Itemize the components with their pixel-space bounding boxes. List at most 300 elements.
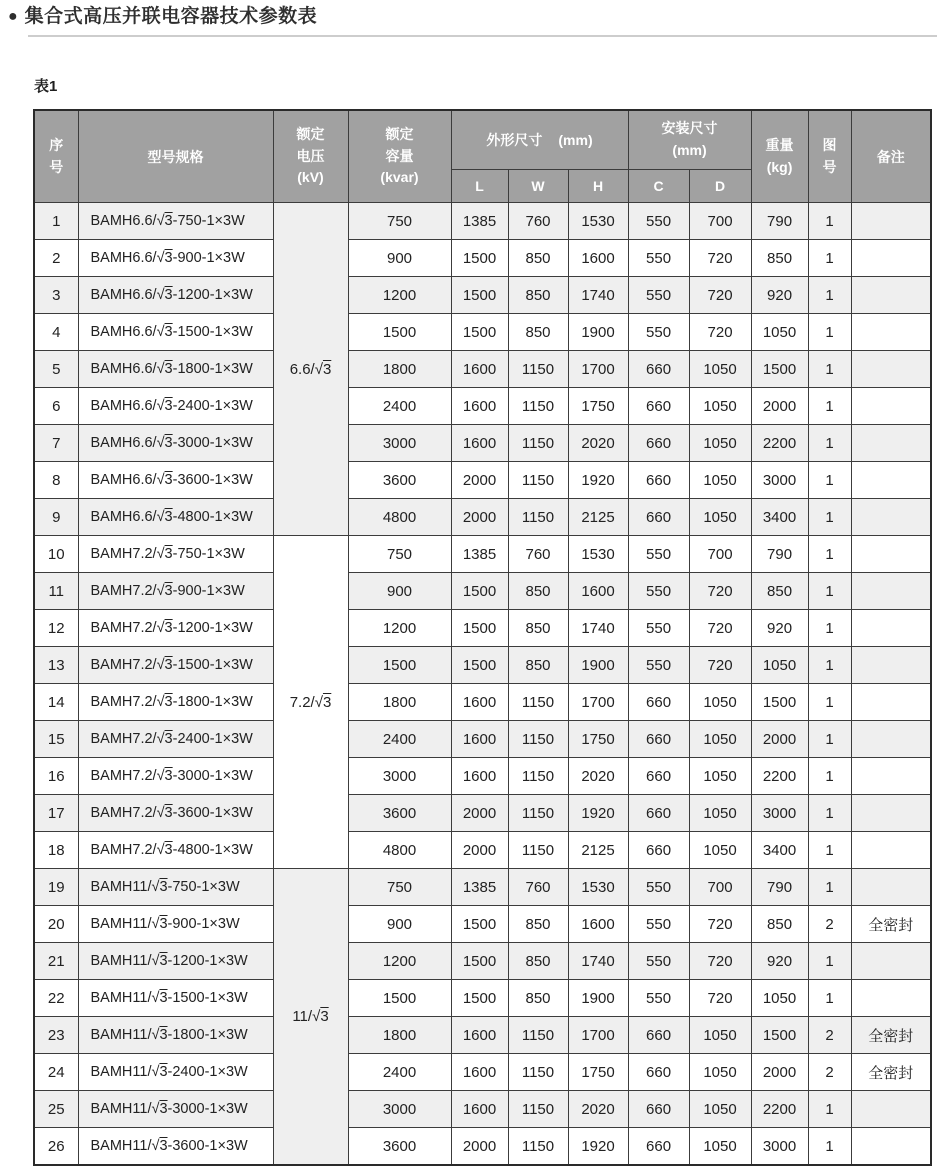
col-header-weight-line1: 重量 <box>765 136 794 153</box>
model-cell: BAMH11/√3-2400-1×3W <box>78 1054 273 1091</box>
model-cell: BAMH11/√3-3600-1×3W <box>78 1128 273 1166</box>
col-header-remark: 备注 <box>851 110 931 203</box>
fig-cell: 1 <box>808 425 851 462</box>
W-cell: 850 <box>508 647 568 684</box>
L-cell: 2000 <box>451 462 508 499</box>
col-header-figure-line2: 号 <box>822 158 837 175</box>
remark-cell <box>851 943 931 980</box>
C-cell: 660 <box>628 1128 689 1166</box>
C-cell: 550 <box>628 943 689 980</box>
table-row <box>34 1091 931 1128</box>
H-cell: 1530 <box>568 203 628 240</box>
capacity-cell: 3600 <box>348 1128 451 1166</box>
seq-cell: 18 <box>34 832 78 869</box>
table-body <box>34 203 931 1166</box>
D-cell: 720 <box>689 610 751 647</box>
weight-cell: 1050 <box>751 314 808 351</box>
H-cell: 1700 <box>568 684 628 721</box>
weight-cell: 3400 <box>751 499 808 536</box>
seq-cell: 17 <box>34 795 78 832</box>
W-cell: 850 <box>508 943 568 980</box>
W-cell: 850 <box>508 240 568 277</box>
fig-cell: 1 <box>808 240 851 277</box>
C-cell: 550 <box>628 980 689 1017</box>
weight-cell: 2000 <box>751 721 808 758</box>
seq-cell: 11 <box>34 573 78 610</box>
L-cell: 1500 <box>451 573 508 610</box>
remark-cell <box>851 684 931 721</box>
col-header-outline-dims <box>451 110 628 170</box>
seq-cell: 21 <box>34 943 78 980</box>
capacity-cell: 4800 <box>348 832 451 869</box>
model-cell: BAMH11/√3-750-1×3W <box>78 869 273 906</box>
fig-cell: 1 <box>808 1128 851 1166</box>
col-header-weight <box>751 110 808 203</box>
col-header-model: 型号规格 <box>78 110 273 203</box>
C-cell: 660 <box>628 425 689 462</box>
capacity-cell: 900 <box>348 573 451 610</box>
seq-cell: 12 <box>34 610 78 647</box>
model-cell: BAMH7.2/√3-3000-1×3W <box>78 758 273 795</box>
L-cell: 1600 <box>451 351 508 388</box>
D-cell: 1050 <box>689 462 751 499</box>
capacity-cell: 3000 <box>348 758 451 795</box>
D-cell: 700 <box>689 869 751 906</box>
col-header-voltage <box>273 110 348 203</box>
capacity-cell: 750 <box>348 536 451 573</box>
remark-cell: 全密封 <box>851 1017 931 1054</box>
H-cell: 1700 <box>568 1017 628 1054</box>
H-cell: 1750 <box>568 1054 628 1091</box>
seq-cell: 25 <box>34 1091 78 1128</box>
remark-cell <box>851 869 931 906</box>
weight-cell: 790 <box>751 869 808 906</box>
H-cell: 2020 <box>568 758 628 795</box>
col-header-figure-line1: 图 <box>822 136 837 153</box>
seq-cell: 22 <box>34 980 78 1017</box>
H-cell: 1530 <box>568 869 628 906</box>
weight-cell: 920 <box>751 943 808 980</box>
C-cell: 550 <box>628 277 689 314</box>
W-cell: 1150 <box>508 1128 568 1166</box>
remark-cell <box>851 758 931 795</box>
D-cell: 1050 <box>689 758 751 795</box>
fig-cell: 1 <box>808 610 851 647</box>
W-cell: 1150 <box>508 758 568 795</box>
W-cell: 1150 <box>508 1054 568 1091</box>
seq-cell: 1 <box>34 203 78 240</box>
H-cell: 1920 <box>568 1128 628 1166</box>
C-cell: 660 <box>628 1054 689 1091</box>
D-cell: 720 <box>689 906 751 943</box>
L-cell: 1500 <box>451 943 508 980</box>
table-row <box>34 425 931 462</box>
D-cell: 720 <box>689 240 751 277</box>
W-cell: 850 <box>508 277 568 314</box>
table-row <box>34 499 931 536</box>
table-row <box>34 536 931 573</box>
seq-cell: 16 <box>34 758 78 795</box>
fig-cell: 1 <box>808 1091 851 1128</box>
H-cell: 1740 <box>568 610 628 647</box>
seq-cell: 2 <box>34 240 78 277</box>
H-cell: 1740 <box>568 943 628 980</box>
seq-cell: 4 <box>34 314 78 351</box>
model-cell: BAMH6.6/√3-900-1×3W <box>78 240 273 277</box>
seq-cell: 3 <box>34 277 78 314</box>
weight-cell: 2200 <box>751 758 808 795</box>
remark-cell <box>851 795 931 832</box>
W-cell: 1150 <box>508 721 568 758</box>
capacity-cell: 4800 <box>348 499 451 536</box>
remark-cell <box>851 980 931 1017</box>
L-cell: 2000 <box>451 832 508 869</box>
seq-cell: 15 <box>34 721 78 758</box>
title-divider <box>28 35 937 37</box>
C-cell: 660 <box>628 1091 689 1128</box>
W-cell: 1150 <box>508 388 568 425</box>
col-header-weight-unit: (kg) <box>766 158 793 175</box>
W-cell: 850 <box>508 906 568 943</box>
col-header-L: L <box>451 170 508 203</box>
voltage-cell: 7.2/√3 <box>273 536 348 869</box>
model-cell: BAMH7.2/√3-1800-1×3W <box>78 684 273 721</box>
remark-cell <box>851 536 931 573</box>
C-cell: 550 <box>628 573 689 610</box>
model-cell: BAMH6.6/√3-1500-1×3W <box>78 314 273 351</box>
D-cell: 720 <box>689 980 751 1017</box>
table-row <box>34 462 931 499</box>
seq-cell: 20 <box>34 906 78 943</box>
C-cell: 660 <box>628 795 689 832</box>
L-cell: 2000 <box>451 499 508 536</box>
D-cell: 720 <box>689 573 751 610</box>
H-cell: 1900 <box>568 980 628 1017</box>
D-cell: 1050 <box>689 832 751 869</box>
seq-cell: 5 <box>34 351 78 388</box>
capacity-cell: 3600 <box>348 462 451 499</box>
capacity-cell: 900 <box>348 906 451 943</box>
model-cell: BAMH6.6/√3-1200-1×3W <box>78 277 273 314</box>
model-cell: BAMH6.6/√3-3000-1×3W <box>78 425 273 462</box>
H-cell: 1750 <box>568 388 628 425</box>
L-cell: 1500 <box>451 314 508 351</box>
L-cell: 1385 <box>451 869 508 906</box>
capacity-cell: 1800 <box>348 1017 451 1054</box>
capacity-cell: 1800 <box>348 684 451 721</box>
weight-cell: 850 <box>751 573 808 610</box>
table-row <box>34 647 931 684</box>
table-row <box>34 1017 931 1054</box>
table-row <box>34 980 931 1017</box>
C-cell: 550 <box>628 869 689 906</box>
weight-cell: 1500 <box>751 1017 808 1054</box>
col-header-capacity-line1: 额定 <box>385 126 414 143</box>
H-cell: 1600 <box>568 240 628 277</box>
seq-cell: 23 <box>34 1017 78 1054</box>
D-cell: 720 <box>689 314 751 351</box>
fig-cell: 1 <box>808 388 851 425</box>
capacity-cell: 1500 <box>348 647 451 684</box>
L-cell: 1600 <box>451 721 508 758</box>
D-cell: 720 <box>689 277 751 314</box>
col-header-capacity-line2: 容量 <box>385 147 414 164</box>
seq-cell: 14 <box>34 684 78 721</box>
fig-cell: 1 <box>808 980 851 1017</box>
L-cell: 1500 <box>451 277 508 314</box>
table-label: 表1 <box>34 77 58 95</box>
C-cell: 660 <box>628 388 689 425</box>
W-cell: 760 <box>508 869 568 906</box>
capacity-cell: 1200 <box>348 943 451 980</box>
weight-cell: 790 <box>751 536 808 573</box>
H-cell: 1750 <box>568 721 628 758</box>
model-cell: BAMH7.2/√3-1500-1×3W <box>78 647 273 684</box>
C-cell: 550 <box>628 647 689 684</box>
weight-cell: 2000 <box>751 388 808 425</box>
W-cell: 1150 <box>508 1091 568 1128</box>
table-row <box>34 906 931 943</box>
C-cell: 550 <box>628 314 689 351</box>
remark-cell <box>851 240 931 277</box>
weight-cell: 2200 <box>751 1091 808 1128</box>
model-cell: BAMH7.2/√3-4800-1×3W <box>78 832 273 869</box>
L-cell: 1600 <box>451 388 508 425</box>
table-row <box>34 758 931 795</box>
weight-cell: 1050 <box>751 980 808 1017</box>
W-cell: 1150 <box>508 462 568 499</box>
C-cell: 660 <box>628 684 689 721</box>
L-cell: 1600 <box>451 758 508 795</box>
model-cell: BAMH7.2/√3-2400-1×3W <box>78 721 273 758</box>
weight-cell: 3400 <box>751 832 808 869</box>
table-row <box>34 277 931 314</box>
H-cell: 2125 <box>568 832 628 869</box>
H-cell: 1900 <box>568 314 628 351</box>
L-cell: 1500 <box>451 906 508 943</box>
col-header-voltage-unit: (kV) <box>297 169 324 186</box>
fig-cell: 1 <box>808 462 851 499</box>
model-cell: BAMH11/√3-1200-1×3W <box>78 943 273 980</box>
col-header-mount-dims <box>628 110 751 170</box>
D-cell: 1050 <box>689 425 751 462</box>
col-header-seq-line1: 序 <box>49 136 64 153</box>
capacity-cell: 2400 <box>348 1054 451 1091</box>
D-cell: 720 <box>689 943 751 980</box>
W-cell: 1150 <box>508 425 568 462</box>
model-cell: BAMH11/√3-1800-1×3W <box>78 1017 273 1054</box>
fig-cell: 1 <box>808 684 851 721</box>
H-cell: 1740 <box>568 277 628 314</box>
H-cell: 2020 <box>568 1091 628 1128</box>
model-cell: BAMH7.2/√3-1200-1×3W <box>78 610 273 647</box>
remark-cell <box>851 647 931 684</box>
capacity-cell: 2400 <box>348 388 451 425</box>
fig-cell: 2 <box>808 1017 851 1054</box>
D-cell: 1050 <box>689 351 751 388</box>
outline-dims-unit: (mm) <box>558 132 593 149</box>
table-row <box>34 869 931 906</box>
doc-title <box>0 0 950 29</box>
D-cell: 1050 <box>689 1054 751 1091</box>
W-cell: 1150 <box>508 684 568 721</box>
fig-cell: 1 <box>808 832 851 869</box>
fig-cell: 1 <box>808 277 851 314</box>
D-cell: 1050 <box>689 499 751 536</box>
L-cell: 1600 <box>451 684 508 721</box>
C-cell: 550 <box>628 610 689 647</box>
C-cell: 550 <box>628 203 689 240</box>
weight-cell: 3000 <box>751 1128 808 1166</box>
model-cell: BAMH6.6/√3-4800-1×3W <box>78 499 273 536</box>
D-cell: 1050 <box>689 795 751 832</box>
remark-cell <box>851 425 931 462</box>
model-cell: BAMH7.2/√3-900-1×3W <box>78 573 273 610</box>
seq-cell: 6 <box>34 388 78 425</box>
col-header-D: D <box>689 170 751 203</box>
remark-cell <box>851 351 931 388</box>
seq-cell: 19 <box>34 869 78 906</box>
table-row <box>34 1054 931 1091</box>
weight-cell: 3000 <box>751 462 808 499</box>
remark-cell <box>851 721 931 758</box>
remark-cell <box>851 832 931 869</box>
outline-dims-label: 外形尺寸 <box>486 132 543 149</box>
table-row <box>34 795 931 832</box>
model-cell: BAMH6.6/√3-1800-1×3W <box>78 351 273 388</box>
L-cell: 1500 <box>451 980 508 1017</box>
C-cell: 660 <box>628 758 689 795</box>
L-cell: 1500 <box>451 610 508 647</box>
table-row <box>34 203 931 240</box>
H-cell: 2125 <box>568 499 628 536</box>
seq-cell: 24 <box>34 1054 78 1091</box>
col-header-capacity-unit: (kvar) <box>380 169 419 186</box>
remark-cell <box>851 388 931 425</box>
remark-cell <box>851 573 931 610</box>
table-row <box>34 314 931 351</box>
C-cell: 660 <box>628 499 689 536</box>
capacity-cell: 900 <box>348 240 451 277</box>
col-header-figure <box>808 110 851 203</box>
col-header-seq-line2: 号 <box>49 158 64 175</box>
model-cell: BAMH11/√3-3000-1×3W <box>78 1091 273 1128</box>
fig-cell: 1 <box>808 573 851 610</box>
H-cell: 1700 <box>568 351 628 388</box>
fig-cell: 1 <box>808 351 851 388</box>
bullet-icon: ● <box>8 8 18 26</box>
fig-cell: 1 <box>808 943 851 980</box>
W-cell: 1150 <box>508 499 568 536</box>
table-row <box>34 573 931 610</box>
col-header-seq <box>34 110 78 203</box>
D-cell: 1050 <box>689 1091 751 1128</box>
H-cell: 1530 <box>568 536 628 573</box>
weight-cell: 920 <box>751 610 808 647</box>
col-header-C: C <box>628 170 689 203</box>
col-header-voltage-line1: 额定 <box>296 126 325 143</box>
weight-cell: 1050 <box>751 647 808 684</box>
table-row <box>34 684 931 721</box>
model-cell: BAMH7.2/√3-750-1×3W <box>78 536 273 573</box>
capacity-cell: 1500 <box>348 980 451 1017</box>
W-cell: 850 <box>508 573 568 610</box>
seq-cell: 10 <box>34 536 78 573</box>
weight-cell: 1500 <box>751 351 808 388</box>
W-cell: 850 <box>508 610 568 647</box>
weight-cell: 790 <box>751 203 808 240</box>
H-cell: 1600 <box>568 573 628 610</box>
H-cell: 1900 <box>568 647 628 684</box>
remark-cell <box>851 499 931 536</box>
W-cell: 760 <box>508 536 568 573</box>
L-cell: 1500 <box>451 240 508 277</box>
capacity-cell: 2400 <box>348 721 451 758</box>
capacity-cell: 1800 <box>348 351 451 388</box>
H-cell: 1920 <box>568 462 628 499</box>
col-header-voltage-line2: 电压 <box>296 147 325 164</box>
table-row <box>34 832 931 869</box>
col-header-capacity <box>348 110 451 203</box>
remark-cell: 全密封 <box>851 1054 931 1091</box>
col-header-H: H <box>568 170 628 203</box>
remark-cell <box>851 203 931 240</box>
capacity-cell: 1200 <box>348 610 451 647</box>
weight-cell: 2000 <box>751 1054 808 1091</box>
C-cell: 550 <box>628 536 689 573</box>
table-row <box>34 721 931 758</box>
W-cell: 760 <box>508 203 568 240</box>
fig-cell: 2 <box>808 906 851 943</box>
weight-cell: 850 <box>751 240 808 277</box>
remark-cell <box>851 1091 931 1128</box>
table-row <box>34 610 931 647</box>
D-cell: 1050 <box>689 1017 751 1054</box>
L-cell: 2000 <box>451 795 508 832</box>
fig-cell: 2 <box>808 1054 851 1091</box>
remark-cell: 全密封 <box>851 906 931 943</box>
C-cell: 660 <box>628 1017 689 1054</box>
model-cell: BAMH6.6/√3-3600-1×3W <box>78 462 273 499</box>
H-cell: 1600 <box>568 906 628 943</box>
H-cell: 2020 <box>568 425 628 462</box>
weight-cell: 850 <box>751 906 808 943</box>
remark-cell <box>851 1128 931 1166</box>
D-cell: 1050 <box>689 721 751 758</box>
D-cell: 700 <box>689 203 751 240</box>
table-row <box>34 240 931 277</box>
table-row <box>34 388 931 425</box>
remark-cell <box>851 610 931 647</box>
fig-cell: 1 <box>808 314 851 351</box>
col-header-W: W <box>508 170 568 203</box>
model-cell: BAMH11/√3-900-1×3W <box>78 906 273 943</box>
W-cell: 850 <box>508 980 568 1017</box>
fig-cell: 1 <box>808 869 851 906</box>
capacity-cell: 1500 <box>348 314 451 351</box>
seq-cell: 7 <box>34 425 78 462</box>
W-cell: 1150 <box>508 832 568 869</box>
C-cell: 660 <box>628 462 689 499</box>
model-cell: BAMH6.6/√3-2400-1×3W <box>78 388 273 425</box>
W-cell: 1150 <box>508 795 568 832</box>
seq-cell: 8 <box>34 462 78 499</box>
page-title: 集合式高压并联电容器技术参数表 <box>24 6 318 27</box>
mount-dims-unit: (mm) <box>672 142 707 159</box>
fig-cell: 1 <box>808 721 851 758</box>
table-header <box>34 110 931 203</box>
L-cell: 1385 <box>451 203 508 240</box>
